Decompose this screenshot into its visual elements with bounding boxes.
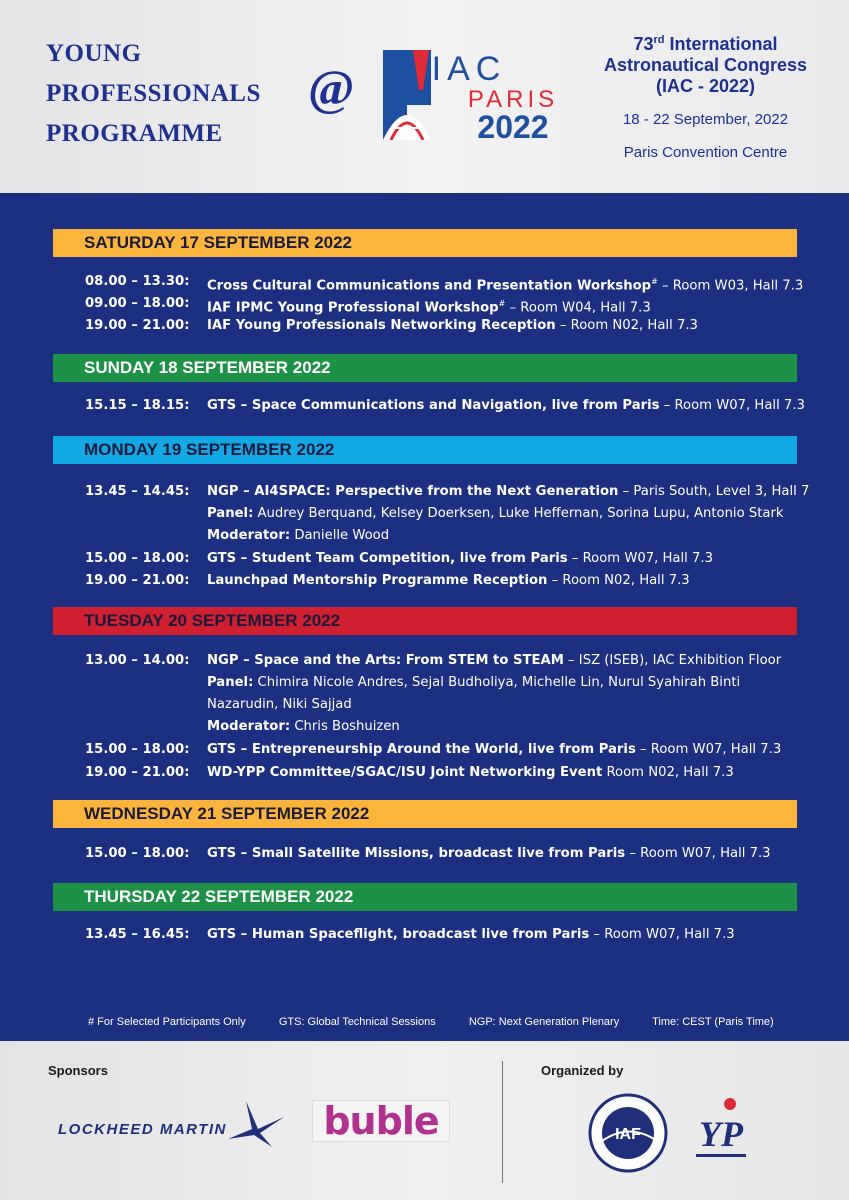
congress-line-1: International <box>669 34 778 54</box>
ypp-logo-text: YP <box>699 1114 743 1154</box>
day-header-thursday: THURSDAY 22 SEPTEMBER 2022 <box>53 883 797 911</box>
event-time: 15.15 – 18.15: <box>85 398 190 413</box>
congress-dates: 18 - 22 September, 2022 <box>622 111 789 128</box>
event-time: 13.45 – 16.45: <box>85 927 190 942</box>
footnote-gts: GTS: Global Technical Sessions <box>278 1016 436 1028</box>
day-header-saturday: SATURDAY 17 SEPTEMBER 2022 <box>53 229 797 257</box>
event-time: 13.00 – 14.00: <box>85 653 190 668</box>
lockheed-martin-wordmark: LOCKHEED MARTIN <box>58 1121 227 1138</box>
day-header-sunday: SUNDAY 18 SEPTEMBER 2022 <box>53 354 797 382</box>
footnote-time: Time: CEST (Paris Time) <box>652 1016 774 1028</box>
event-time: 15.00 – 18.00: <box>85 846 190 861</box>
footer-divider <box>502 1061 503 1183</box>
event-title: NGP – Space and the Arts: From STEM to STEAM <box>207 653 564 668</box>
event-title: Launchpad Mentorship Programme Reception <box>207 573 548 588</box>
programme-title <box>46 34 306 154</box>
event-desc <box>207 739 781 761</box>
congress-ordinal: 73 <box>633 34 654 54</box>
event-title: IAF Young Professionals Networking Reception <box>207 318 556 333</box>
event-location: – Room N02, Hall 7.3 <box>547 573 690 588</box>
at-sign: @ <box>308 59 355 115</box>
iac-logo-paris: PARIS <box>467 86 559 113</box>
event-desc <box>207 650 781 672</box>
day-header-wednesday: WEDNESDAY 21 SEPTEMBER 2022 <box>53 800 797 828</box>
programme-title-line-3: PROGRAMME <box>46 120 223 147</box>
page-footer <box>0 1041 849 1200</box>
event-desc <box>207 924 735 946</box>
iaf-logo <box>588 1093 668 1173</box>
panel-line-continued: Nazarudin, Niki Sajjad <box>207 697 352 712</box>
panel-names: Audrey Berquand, Kelsey Doerksen, Luke Heffernan, Sorina Lupu, Antonio Stark <box>253 506 784 521</box>
moderator-label: Moderator: <box>207 719 291 734</box>
event-time: 15.00 – 18.00: <box>85 742 190 757</box>
programme-title-line-1: YOUNG <box>46 40 142 67</box>
event-location: – Room W07, Hall 7.3 <box>567 551 714 566</box>
page-header <box>0 0 849 193</box>
event-title: GTS – Human Spaceflight, broadcast live from Paris <box>207 927 590 942</box>
event-location: – ISZ (ISEB), IAC Exhibition Floor <box>563 653 782 668</box>
event-title: Cross Cultural Communications and Presentation Workshop <box>207 278 652 294</box>
event-time: 08.00 – 13.30: <box>85 274 190 289</box>
panel-label: Panel: <box>207 675 254 690</box>
event-location: – Room N02, Hall 7.3 <box>555 318 698 333</box>
event-location: – Room W03, Hall 7.3 <box>657 278 804 294</box>
moderator-line <box>207 525 389 547</box>
ypp-logo <box>690 1096 752 1166</box>
event-time: 13.45 – 14.45: <box>85 484 190 499</box>
event-time: 19.00 – 21.00: <box>85 573 190 588</box>
congress-name <box>578 30 833 97</box>
moderator-name: Danielle Wood <box>290 528 390 543</box>
event-time: 19.00 – 21.00: <box>85 318 190 333</box>
day-header-monday: MONDAY 19 SEPTEMBER 2022 <box>53 436 797 464</box>
event-desc <box>207 762 734 784</box>
iac-logo-year: 2022 <box>477 109 549 140</box>
programme-title-line-2: PROFESSIONALS <box>46 80 261 107</box>
panel-names: Chimira Nicole Andres, Sejal Budholiya, Michelle Lin, Nurul Syahirah Binti <box>253 675 741 690</box>
event-title: NGP – AI4SPACE: Perspective from the Next Generation <box>207 484 619 499</box>
congress-ordinal-suffix: rd <box>653 34 665 46</box>
event-desc <box>207 395 805 417</box>
event-location: – Room W07, Hall 7.3 <box>635 742 782 757</box>
moderator-line <box>207 716 400 738</box>
event-location: – Room W04, Hall 7.3 <box>505 300 651 316</box>
event-desc <box>207 570 690 592</box>
congress-info <box>578 30 833 161</box>
event-desc <box>207 481 809 503</box>
event-location: – Room W07, Hall 7.3 <box>589 927 735 942</box>
event-location: – Room W07, Hall 7.3 <box>659 398 805 413</box>
moderator-name: Chris Boshuizen <box>290 719 400 734</box>
panel-line <box>207 503 784 525</box>
event-location: – Paris South, Level 3, Hall 7 <box>618 484 810 499</box>
event-mark: # <box>651 277 658 286</box>
sponsors-label: Sponsors <box>48 1063 108 1078</box>
moderator-label: Moderator: <box>207 528 291 543</box>
event-title: IAF IPMC Young Professional Workshop <box>207 300 499 316</box>
event-time: 15.00 – 18.00: <box>85 551 190 566</box>
organized-by-label: Organized by <box>541 1063 624 1078</box>
congress-line-2: Astronautical Congress <box>603 55 808 75</box>
footnote-ngp: NGP: Next Generation Plenary <box>468 1016 620 1028</box>
iac-paris-2022-logo <box>383 50 563 140</box>
lockheed-star-icon <box>58 1099 288 1149</box>
event-title: GTS – Student Team Competition, live from Paris <box>207 551 568 566</box>
event-time: 09.00 – 18.00: <box>85 296 190 311</box>
iac-logo-iac: IAC <box>431 50 507 88</box>
iaf-logo-text: IAF <box>615 1126 641 1143</box>
event-title: GTS – Entrepreneurship Around the World, live from Paris <box>207 742 636 757</box>
event-desc <box>207 548 713 570</box>
event-mark: # <box>498 299 506 308</box>
event-time: 19.00 – 21.00: <box>85 765 190 780</box>
buble-logo: buble <box>312 1100 450 1142</box>
event-title: GTS – Small Satellite Missions, broadcast live from Paris <box>207 846 626 861</box>
congress-line-3: (IAC - 2022) <box>655 76 756 96</box>
footnotes <box>88 1016 804 1028</box>
panel-label: Panel: <box>207 506 254 521</box>
event-title: GTS – Space Communications and Navigation, live from Paris <box>207 398 660 413</box>
footnote-selected: # For Selected Participants Only <box>88 1016 246 1028</box>
event-desc <box>207 315 698 337</box>
event-desc <box>207 843 771 865</box>
panel-line <box>207 672 740 694</box>
day-header-tuesday: TUESDAY 20 SEPTEMBER 2022 <box>53 607 797 635</box>
congress-venue: Paris Convention Centre <box>623 144 788 161</box>
event-location: – Room W07, Hall 7.3 <box>625 846 771 861</box>
event-location: Room N02, Hall 7.3 <box>602 765 734 780</box>
event-title: WD-YPP Committee/SGAC/ISU Joint Networking Event <box>207 765 603 780</box>
